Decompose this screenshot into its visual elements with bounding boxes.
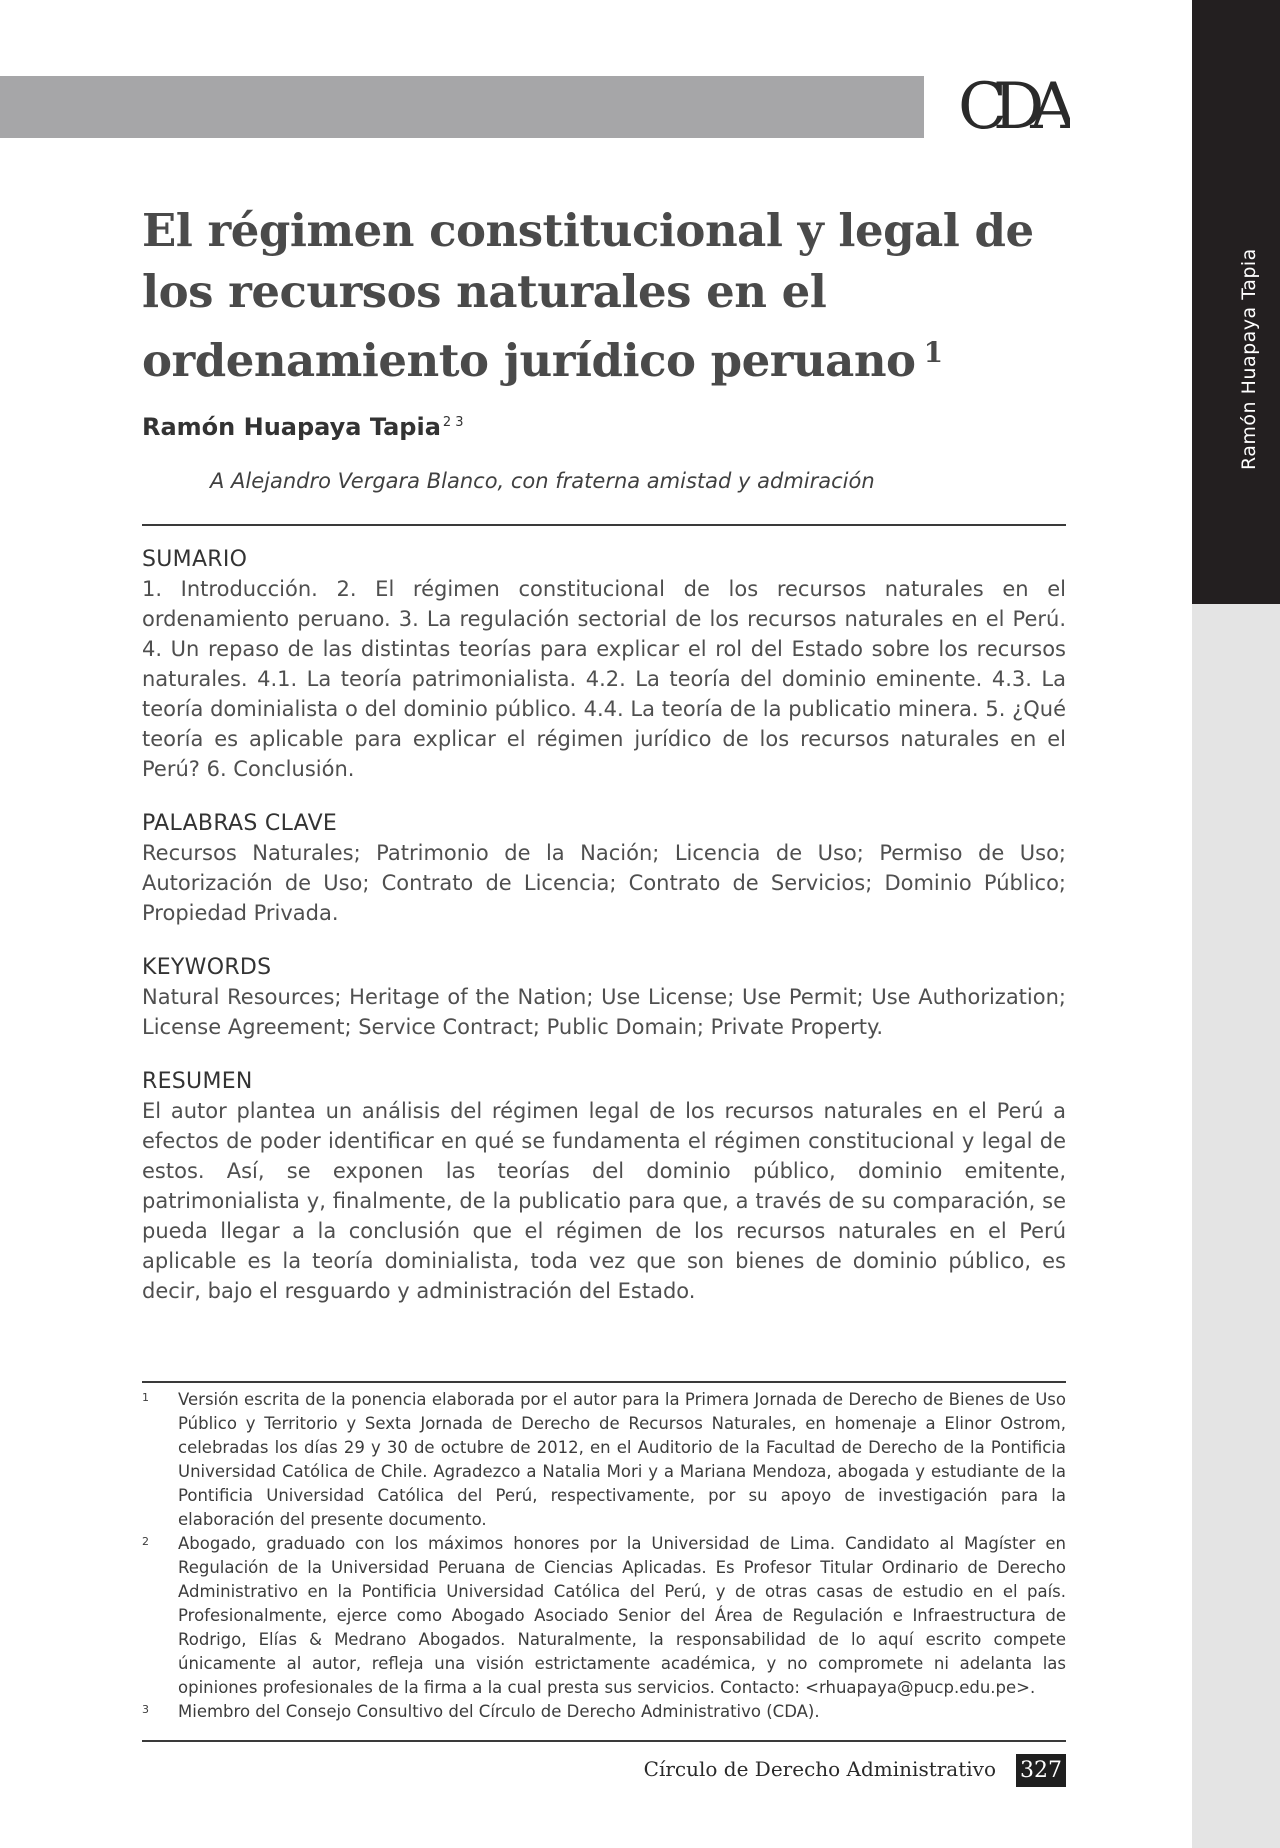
section-body: Natural Resources; Heritage of the Nation; Use License; Use Permit; Use Authorization; License Agreement; Service Contract; Public Domain; Private Property. (142, 985, 1066, 1039)
footnote (142, 1532, 1066, 1700)
footnote-number: 3 (142, 1703, 149, 1716)
section-body: El autor plantea un análisis del régimen legal de los recursos naturales en el Perú a efectos de poder identificar en qué se fundamenta el régimen constitucional y legal de estos. Así, se exponen las teorías del dominio público, dominio emitente, patrimonialista y, finalmente, de la publicatio para que, a través de su comparación, se pueda llegar a la conclusión que el régimen de los recursos naturales en el Perú aplicable es la teoría dominialista, toda vez que son bienes de dominio público, es decir, bajo el resguardo y administración del Estado. (142, 1099, 1066, 1303)
footnote-text: Abogado, graduado con los máximos honores por la Universidad de Lima. Candidato al Magíster en Regulación de la Universidad Peruana de Ciencias Aplicadas. Es Profesor Titular Ordinario de Derecho Administrativo en la Pontificia Universidad Católica del Perú, y de otras casas de estudio en el país. Profesionalmente, ejerce como Abogado Asociado Senior del Área de Regulación e Infraestructura de Rodrigo, Elías & Medrano Abogados. Naturalmente, la responsabilidad de lo aquí escrito compete únicamente al autor, refleja una visión estrictamente académica, y no compromete ni adelanta las opiniones profesionales de la firma a la cual presta sus servicios. Contacto: <rhuapaya@pucp.edu.pe>. (178, 1534, 1066, 1697)
section-keywords (142, 954, 1066, 1042)
section-heading: KEYWORDS (142, 955, 272, 980)
side-tab (1192, 0, 1280, 604)
footer-divider (142, 1740, 1066, 1742)
footnote-divider (142, 1381, 1066, 1383)
logo-text: CDA (958, 70, 1063, 144)
footnote (142, 1700, 1066, 1724)
header-bar (0, 76, 924, 138)
section-palabras-clave (142, 810, 1066, 928)
author-footnote-refs: 2 3 (442, 415, 464, 430)
side-strip (1192, 604, 1280, 1848)
footnotes (142, 1388, 1066, 1724)
journal-name: Círculo de Derecho Administrativo (643, 1757, 996, 1781)
footnote (142, 1388, 1066, 1532)
section-body: Recursos Naturales; Patrimonio de la Nación; Licencia de Uso; Permiso de Uso; Autorización de Uso; Contrato de Licencia; Contrato de Servicios; Dominio Público; Propiedad Privada. (142, 841, 1066, 925)
section-heading: SUMARIO (142, 547, 248, 572)
dedication: A Alejandro Vergara Blanco, con fraterna amistad y admiración (210, 469, 875, 493)
cda-logo (958, 66, 1070, 146)
section-sumario (142, 546, 1066, 784)
footnote-number: 1 (142, 1391, 149, 1404)
page-number: 327 (1016, 1754, 1066, 1787)
section-heading: PALABRAS CLAVE (142, 811, 338, 836)
section-heading: RESUMEN (142, 1069, 253, 1094)
author-line (142, 413, 1066, 441)
section-body: 1. Introducción. 2. El régimen constitucional de los recursos naturales en el ordenamiento peruano. 3. La regulación sectorial de los recursos naturales en el Perú. 4. Un repaso de las distintas teorías para explicar el rol del Estado sobre los recursos naturales. 4.1. La teoría patrimonialista. 4.2. La teoría del dominio eminente. 4.3. La teoría dominialista o del dominio público. 4.4. La teoría de la publicatio minera. 5. ¿Qué teoría es aplicable para explicar el régimen jurídico de los recursos naturales en el Perú? 6. Conclusión. (142, 577, 1066, 781)
author-name: Ramón Huapaya Tapia (142, 413, 441, 441)
side-tab-author: Ramón Huapaya Tapia (1238, 248, 1260, 470)
article-title-text: El régimen constitucional y legal de los recursos naturales en el ordenamiento jurídico peruano (142, 204, 1034, 387)
article-title (142, 200, 1066, 391)
section-resumen (142, 1068, 1066, 1306)
title-footnote-ref: 1 (923, 336, 943, 369)
article-content (142, 200, 1066, 1306)
divider (142, 524, 1066, 526)
footnote-number: 2 (142, 1535, 149, 1548)
footnote-text: Versión escrita de la ponencia elaborada por el autor para la Primera Jornada de Derecho de Bienes de Uso Público y Territorio y Sexta Jornada de Derecho de Recursos Naturales, en homenaje a Elinor Ostrom, celebradas los días 29 y 30 de octubre de 2012, en el Auditorio de la Facultad de Derecho de la Pontificia Universidad Católica de Chile. Agradezco a Natalia Mori y a Mariana Mendoza, abogada y estudiante de la Pontificia Universidad Católica del Perú, respectivamente, por su apoyo de investigación para la elaboración del presente documento. (178, 1390, 1066, 1529)
footnote-text: Miembro del Consejo Consultivo del Círculo de Derecho Administrativo (CDA). (178, 1702, 820, 1721)
